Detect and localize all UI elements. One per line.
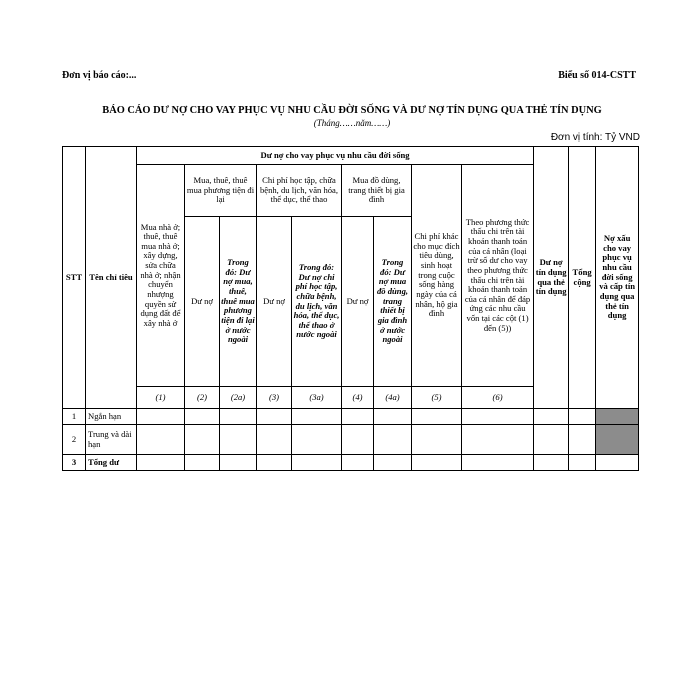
col-header-4a: Trong đó: Dư nợ mua đồ dùng, trang thiết bị gia đình ở nước ngoài <box>374 217 412 387</box>
data-cell[interactable] <box>137 425 185 455</box>
data-cell[interactable] <box>220 455 257 471</box>
col-header-8: Tổng cộng <box>569 147 596 409</box>
data-cell[interactable] <box>220 425 257 455</box>
data-cell[interactable] <box>569 455 596 471</box>
col-number: (1) <box>137 387 185 409</box>
group-header-education: Chi phí học tập, chữa bệnh, du lịch, văn hóa, thể dục, thể thao <box>257 165 342 217</box>
data-cell[interactable] <box>292 409 342 425</box>
data-cell[interactable] <box>185 425 220 455</box>
group-header-household: Mua đồ dùng, trang thiết bị gia đình <box>342 165 412 217</box>
data-cell[interactable] <box>462 455 534 471</box>
col-header-stt: STT <box>63 147 86 409</box>
data-cell[interactable] <box>257 409 292 425</box>
col-header-indicator: Tên chỉ tiêu <box>86 147 137 409</box>
report-title: BÁO CÁO DƯ NỢ CHO VAY PHỤC VỤ NHU CẦU ĐỜI SỐNG VÀ DƯ NỢ TÍN DỤNG QUA THẺ TÍN DỤNG <box>102 105 602 116</box>
data-cell[interactable] <box>185 409 220 425</box>
row-name: Trung và dài hạn <box>86 425 137 455</box>
shaded-cell <box>596 409 639 425</box>
data-cell[interactable] <box>534 425 569 455</box>
col-header-7: Dư nợ tín dụng qua thẻ tín dụng <box>534 147 569 409</box>
reporting-unit-label: Đơn vị báo cáo:... <box>62 70 137 81</box>
row-name: Ngắn hạn <box>86 409 137 425</box>
data-cell[interactable] <box>137 409 185 425</box>
data-cell[interactable] <box>292 425 342 455</box>
col-number: (3a) <box>292 387 342 409</box>
table-row-short-term <box>63 409 639 425</box>
data-cell[interactable] <box>257 455 292 471</box>
col-number: (2a) <box>220 387 257 409</box>
shaded-cell <box>596 425 639 455</box>
data-cell[interactable] <box>220 409 257 425</box>
row-stt: 1 <box>63 409 86 425</box>
col-header-1: Mua nhà ở; thuê, thuê mua nhà ở; xây dựng, sửa chữa nhà ở; nhận chuyển nhượng quyền sử dụng đất để xây nhà ở <box>137 165 185 387</box>
group-header-vehicles: Mua, thuê, thuê mua phương tiện đi lại <box>185 165 257 217</box>
col-header-3: Dư nợ <box>257 217 292 387</box>
col-header-2a: Trong đó: Dư nợ mua, thuê, thuê mua phương tiện đi lại ở nước ngoài <box>220 217 257 387</box>
group-header-living-needs: Dư nợ cho vay phục vụ nhu cầu đời sống <box>137 147 534 165</box>
row-stt: 2 <box>63 425 86 455</box>
col-header-6: Theo phương thức thấu chi trên tài khoản thanh toán của cá nhân (loại trừ số dư cho vay theo phương thức thấu chi trên tài khoản thanh toán của cá nhân để đáp ứng các nhu cầu vốn tại các cột (1) đến (5)) <box>462 165 534 387</box>
col-number: (3) <box>257 387 292 409</box>
col-number: (4) <box>342 387 374 409</box>
data-cell[interactable] <box>462 409 534 425</box>
col-header-4: Dư nợ <box>342 217 374 387</box>
col-number: (5) <box>412 387 462 409</box>
data-cell[interactable] <box>412 425 462 455</box>
data-cell[interactable] <box>374 425 412 455</box>
data-cell[interactable] <box>342 425 374 455</box>
report-period: (Tháng……năm……) <box>313 118 391 128</box>
row-name: Tổng dư <box>86 455 137 471</box>
unit-label: Đơn vị tính: Tỷ VND <box>550 132 640 143</box>
data-cell[interactable] <box>342 409 374 425</box>
data-cell[interactable] <box>374 409 412 425</box>
col-number: (4a) <box>374 387 412 409</box>
data-cell[interactable] <box>257 425 292 455</box>
col-number: (2) <box>185 387 220 409</box>
col-header-3a: Trong đó: Dư nợ chi phí học tập, chữa bệnh, du lịch, văn hóa, thể dục, thể thao ở nước ngoài <box>292 217 342 387</box>
col-header-5: Chi phí khác cho mục đích tiêu dùng, sinh hoạt trong cuộc sống hàng ngày của cá nhân, hộ gia đình <box>412 165 462 387</box>
data-cell[interactable] <box>569 409 596 425</box>
col-header-9: Nợ xấu cho vay phục vụ nhu cầu đời sống và cấp tín dụng qua thẻ tín dụng <box>596 147 639 409</box>
data-cell[interactable] <box>569 425 596 455</box>
data-cell[interactable] <box>342 455 374 471</box>
form-code-label: Biểu số 014-CSTT <box>558 70 636 81</box>
col-number: (6) <box>462 387 534 409</box>
data-cell[interactable] <box>534 455 569 471</box>
data-cell[interactable] <box>534 409 569 425</box>
data-cell[interactable] <box>462 425 534 455</box>
data-cell[interactable] <box>412 409 462 425</box>
data-cell[interactable] <box>374 455 412 471</box>
data-cell[interactable] <box>292 455 342 471</box>
col-header-2: Dư nợ <box>185 217 220 387</box>
data-cell[interactable] <box>137 455 185 471</box>
table-row-medium-long-term <box>63 425 639 455</box>
data-cell[interactable] <box>596 455 639 471</box>
table-row-total <box>63 455 639 471</box>
data-cell[interactable] <box>412 455 462 471</box>
row-stt: 3 <box>63 455 86 471</box>
data-cell[interactable] <box>185 455 220 471</box>
report-table <box>62 146 639 471</box>
